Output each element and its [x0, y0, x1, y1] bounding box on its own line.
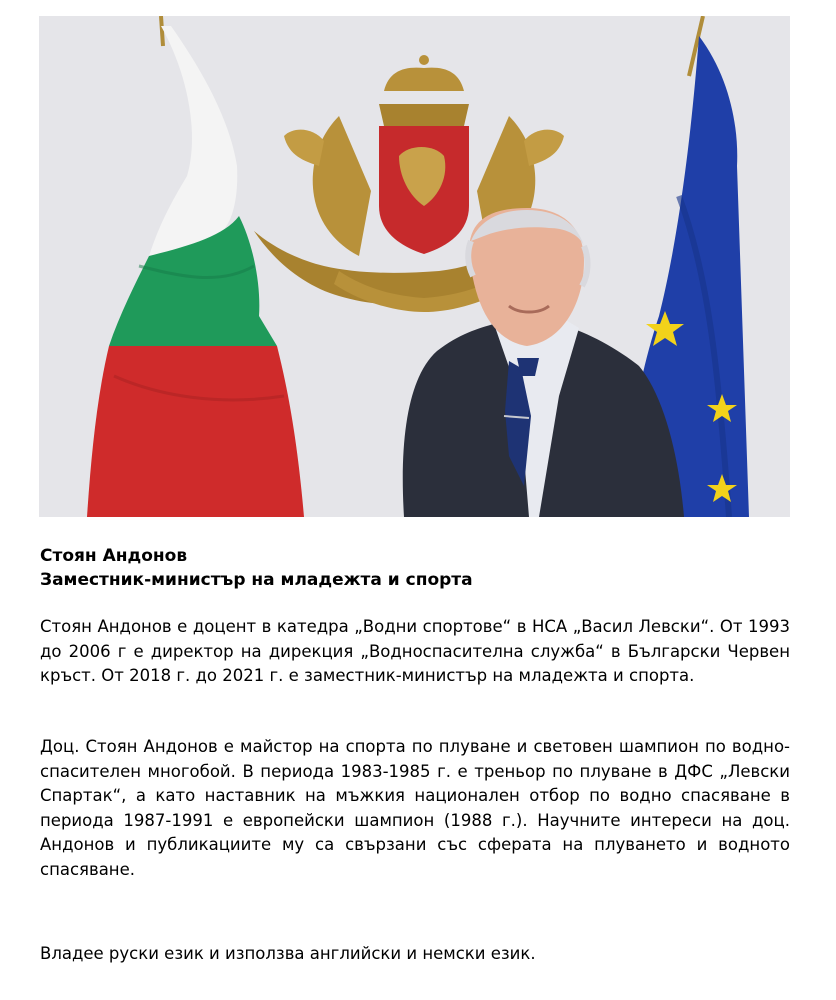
portrait-photo-image	[39, 16, 790, 517]
bio-paragraph-3: Владее руски език и използва английски и немски език.	[40, 944, 536, 963]
portrait-photo	[39, 16, 790, 517]
bio-paragraph-1: Стоян Андонов е доцент в катедра „Водни спортове“ в НСА „Васил Левски“. От 1993 до 2006 г е директор на дирекция „Водноспасителна служба“ в Български Червен кръст. От 2018 г. до 2021 г. е заместник-министър на младежта и спорта.	[40, 617, 790, 685]
person-position: Заместник-министър на младежта и спорта	[40, 570, 473, 590]
person-name: Стоян Андонов	[40, 546, 188, 566]
heading-block	[40, 544, 800, 592]
emblem-motto-text: СЪЕДИНЕНИЕТО ПРАВИ СИЛАТА	[39, 16, 56, 17]
bio-paragraph-2: Доц. Стоян Андонов е майстор на спорта по плуване и световен шампион по водно-спасителен многобой. В периода 1983-1985 г. е треньор по плуване в ДФС „Левски Спартак“, а като наставник на мъжкия национален отбор по водно спасяване в периода 1987-1991 е европейски шампион (1988 г.). Научните интереси на доц. Андонов и публикациите му са свързани със сферата на плуването и водното спасяване.	[40, 737, 790, 879]
